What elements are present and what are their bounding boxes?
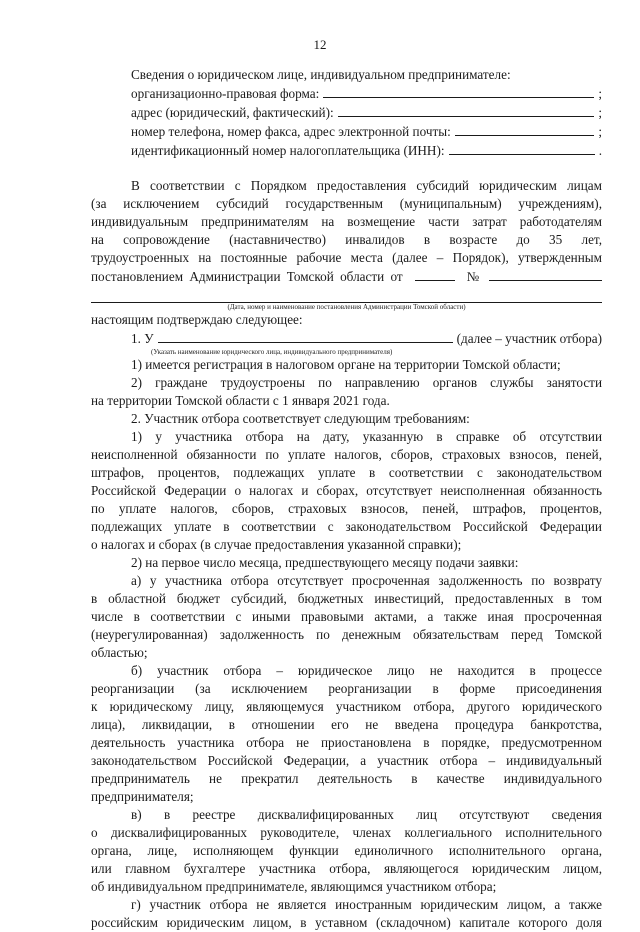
- field-label: номер телефона, номер факса, адрес электронной почты:: [131, 124, 451, 139]
- field-label: адрес (юридический, фактический):: [131, 105, 334, 120]
- item-1: 1. У (далее – участник отбора) (Указать наименование юридического лица, индивидуального предпринимателя) 1) имеется регистрация в налоговом органе на территории Томской области; 2) граждане трудоустроены по направлению органов службы занятости на территории Томской области с 1 января 2021 года.: [91, 331, 602, 408]
- field-address: адрес (юридический, фактический): ;: [131, 105, 602, 120]
- field-legal-form: организационно-правовая форма: ;: [131, 86, 602, 101]
- requirement-2g: г) участник отбора не является иностранным юридическим лицом, а также российским юридическим лицом, в уставном (складочном) капитале которого доля: [91, 897, 602, 930]
- field-blank[interactable]: [449, 141, 595, 155]
- field-label: организационно-правовая форма:: [131, 86, 320, 101]
- requirement-2v: в) в реестре дисквалифицированных лиц отсутствуют сведения о дисквалифицированных руководителе, членах коллегиального исполнительного органа, лице, исполняющем функции единоличного исполнительного органа, или главном бухгалтере участника отбора, являющегося юридическим лицом, об индивидуальном предпринимателе, являющимся участником отбора;: [91, 807, 602, 894]
- requirement-1: 1) у участника отбора на дату, указанную в справке об отсутствии неисполненной обязанности по уплате налогов, сборов, страховых взносов, пеней, штрафов, процентов, подлежащих уплате в соответствии с законодательством Российской Федерации о налогах и сборах, отсутствует неисполненная обязанность по уплате налогов, сборов, страховых взносов, пеней, штрафов, процентов, подлежащих уплате в соответствии с законодательством Российской Федерации о налогах и сборах (в случае предоставления указанной справки);: [91, 429, 602, 552]
- field-blank[interactable]: [455, 122, 595, 136]
- applicant-info-title: Сведения о юридическом лице, индивидуальном предпринимателе:: [131, 67, 511, 82]
- item-2: 2. Участник отбора соответствует следующим требованиям: 1) у участника отбора на дату, указанную в справке об отсутствии неисполненной обязанности по уплате налогов, сборов, страховых взносов, пеней, штрафов, процентов, подлежащих уплате в соответствии с законодательством Российской Федерации о налогах и сборах, отсутствует неисполненная обязанность по уплате налогов, сборов, страховых взносов, пеней, штрафов, процентов, подлежащих уплате в соответствии с законодательством Российской Федерации о налогах и сборах (в случае предоставления указанной справки); 2) на первое число месяца, предшествующего месяцу подачи заявки: а) у участника отбора отсутствует просроченная задолженность по возврату в областной бюджет субсидий, бюджетных инвестиций, предоставленных в том числе в соответствии с иными правовыми актами, а также иная просроченная (неурегулированная) задолженность по денежным обязательствам перед Томской областью; б) участник отбора – юридическое лицо не находится в процессе реорганизации (за исключением реорганизации в форме присоединения к юридическому лицу, являющемуся участником отбора, другого юридического лица), ликвидации, в отношении его не введена процедура банкротства, деятельность участника отбора не приостановлена в порядке, предусмотренном законодательством Российской Федерации, а участник отбора – индивидуальный предприниматель не прекратил деятельность в качестве индивидуального предпринимателя; в) в реестре дисквалифицированных лиц отсутствуют сведения о дисквалифицированных руководителе, членах коллегиального исполнительного органа, лице, исполняющем функции единоличного исполнительного органа, или главном бухгалтере участника отбора, являющегося юридическим лицом, об индивидуальном предпринимателе, являющимся участником отбора; г) участник отбора не является иностранным юридическим лицом, а также российским юридическим лицом, в уставном (складочном) капитале которого доля: [91, 411, 602, 930]
- resolution-name-blank[interactable]: [91, 286, 602, 303]
- applicant-info-block: [91, 66, 602, 160]
- participant-name-line: 1. У (далее – участник отбора): [131, 331, 602, 346]
- field-blank[interactable]: [323, 84, 594, 98]
- field-contacts: номер телефона, номер факса, адрес электронной почты: ;: [131, 124, 602, 139]
- resolution-number-blank[interactable]: [489, 267, 602, 281]
- participant-caption: (Указать наименование юридического лица, индивидуального предпринимателя): [151, 348, 393, 356]
- requirement-2a: а) у участника отбора отсутствует просроченная задолженность по возврату в областной бюджет субсидий, бюджетных инвестиций, предоставленных в том числе в соответствии с иными правовыми актами, а также иная просроченная (неурегулированная) задолженность по денежным обязательствам перед Томской областью;: [91, 573, 602, 660]
- requirement-2: 2) на первое число месяца, предшествующего месяцу подачи заявки:: [131, 555, 519, 570]
- field-label: идентификационный номер налогоплательщика (ИНН):: [131, 143, 445, 158]
- field-inn: идентификационный номер налогоплательщика (ИНН): .: [131, 143, 602, 158]
- requirement-2b: б) участник отбора – юридическое лицо не находится в процессе реорганизации (за исключением реорганизации в форме присоединения к юридическому лицу, являющемуся участником отбора, другого юридического лица), ликвидации, в отношении его не введена процедура банкротства, деятельность участника отбора не приостановлена в порядке, предусмотренном законодательством Российской Федерации, а участник отбора – индивидуальный предприниматель не прекратил деятельность в качестве индивидуального предпринимателя;: [91, 663, 602, 804]
- intro-paragraph: В соответствии с Порядком предоставления субсидий юридическим лицам (за исключением субсидий государственным (муниципальным) учреждениям), индивидуальным предпринимателям на возмещение части затрат работодателям на сопровождение (наставничество) инвалидов в возрасте до 35 лет, трудоустроенных на постоянные рабочие места (далее – Порядок), утвержденным постановлением Администрации Томской области от № (Дата, номер и наименование постановления Администрации Томской области) настоящим подтверждаю следующее:: [91, 178, 602, 327]
- document-body: [91, 66, 602, 932]
- resolution-date-blank[interactable]: [415, 267, 455, 281]
- page-number: 12: [313, 37, 327, 52]
- participant-name-blank[interactable]: [158, 329, 453, 343]
- resolution-caption: (Дата, номер и наименование постановления Администрации Томской области): [227, 303, 466, 311]
- resolution-line: постановлением Администрации Томской области от №: [91, 267, 602, 286]
- field-blank[interactable]: [338, 103, 595, 117]
